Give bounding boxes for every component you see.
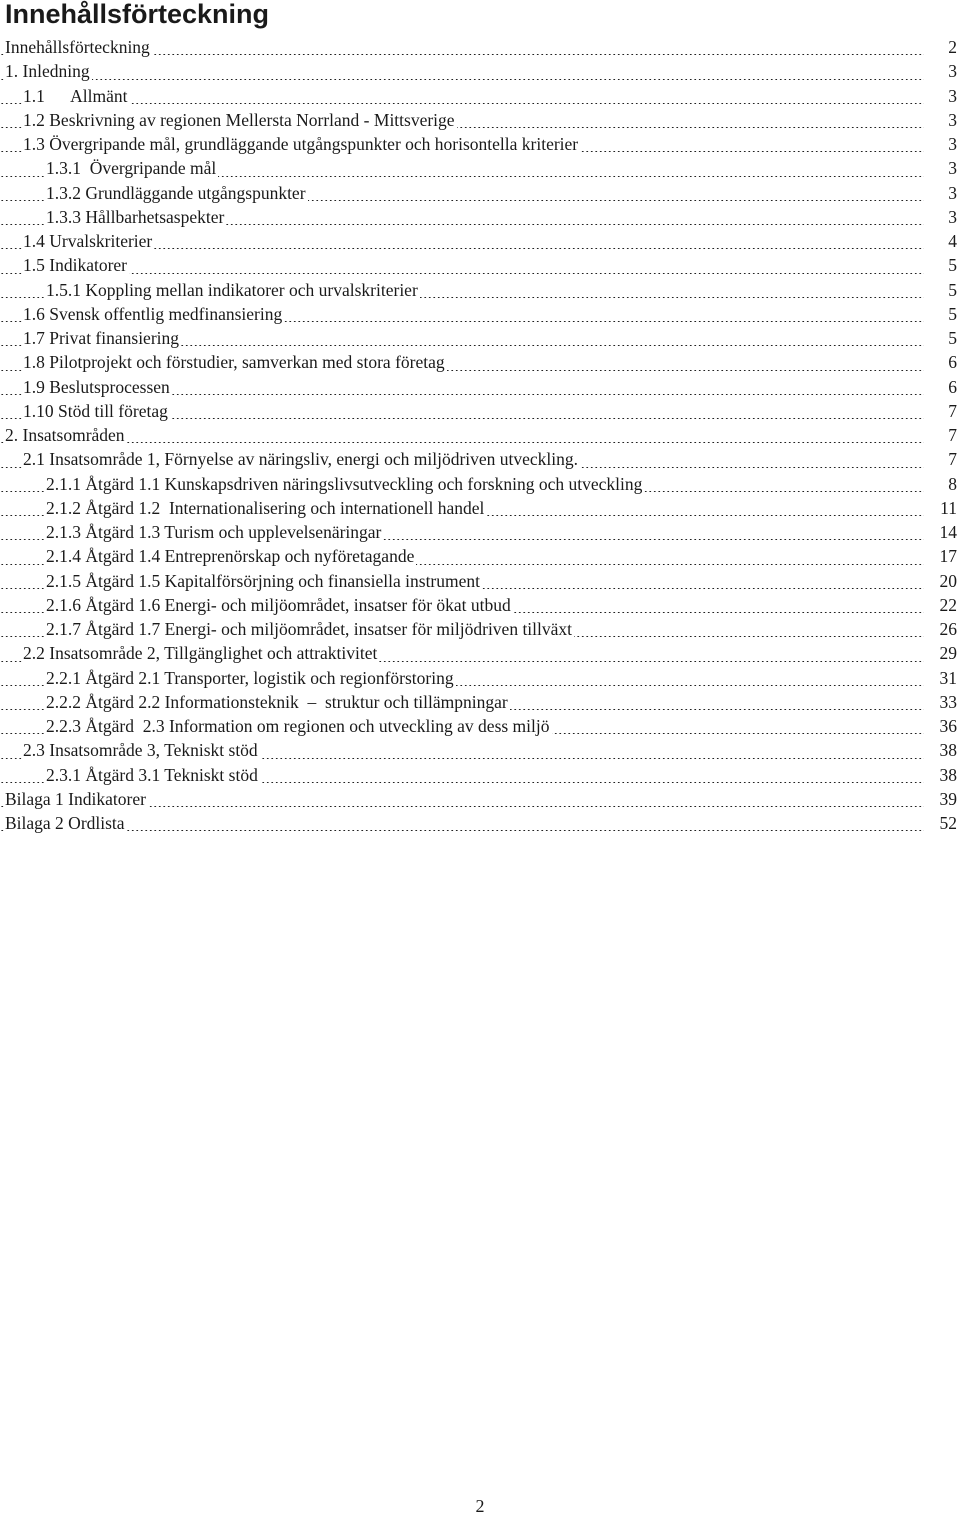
toc-entry-page: 5 [924,326,960,350]
toc-entry[interactable] [0,278,960,302]
toc-entry-title: 2. Insatsområden [5,425,125,446]
toc-entry-page: 3 [924,84,960,108]
toc-entry-page: 26 [924,617,960,641]
dot-leader [0,79,930,80]
toc-entry-page: 3 [924,59,960,83]
toc-entry-page: 7 [924,399,960,423]
toc-entry-page: 5 [924,302,960,326]
toc-entry-title: 1.10 Stöd till företag [23,400,168,421]
toc-entry-title: 2.1.1 Åtgärd 1.1 Kunskapsdriven näringslivsutveckling och forskning och utveckling [46,473,643,494]
toc-entry[interactable] [0,714,960,738]
toc-entry-title: 1.1 Allmänt [23,85,128,106]
toc-entry-title: 1.5 Indikatorer [23,255,127,276]
toc-entry-page: 17 [924,544,960,568]
toc-entry-title: 1. Inledning [5,61,90,82]
toc-entry[interactable] [0,399,960,423]
toc-entry[interactable] [0,520,960,544]
toc-entry-page: 3 [924,108,960,132]
toc-entry-title: 2.1.4 Åtgärd 1.4 Entreprenörskap och nyföretagande [46,546,415,567]
toc-entry-title: 2.3 Insatsområde 3, Tekniskt stöd [23,740,258,761]
toc-entry-title: 2.1.7 Åtgärd 1.7 Energi- och miljöområdet, insatser för miljödriven tillväxt [46,619,573,640]
toc-entry-page: 5 [924,278,960,302]
toc-entry[interactable] [0,738,960,762]
toc-entry-page: 3 [924,205,960,229]
toc-entry-page: 52 [924,811,960,835]
toc-entry-page: 14 [924,520,960,544]
toc-entry-page: 38 [924,738,960,762]
toc-entry-title: 1.4 Urvalskriterier [23,231,153,252]
toc-entry-title: 1.5.1 Koppling mellan indikatorer och urvalskriterier [46,279,418,300]
page-number: 2 [475,1496,485,1516]
toc-entry-page: 2 [924,35,960,59]
toc-entry[interactable] [0,472,960,496]
toc-entry[interactable] [0,763,960,787]
toc-entry-title: 1.3.1 Övergripande mål [46,158,217,179]
toc-entry[interactable] [0,253,960,277]
toc-entry[interactable] [0,447,960,471]
toc-entry-page: 6 [924,375,960,399]
dot-leader [0,830,930,831]
toc-entry[interactable] [0,690,960,714]
toc-entry-title: 1.8 Pilotprojekt och förstudier, samverkan med stora företag [23,352,445,373]
toc-entry-title: 2.1.6 Åtgärd 1.6 Energi- och miljöområdet, insatser för ökat utbud [46,594,511,615]
toc-entry-title: 2.3.1 Åtgärd 3.1 Tekniskt stöd [46,764,258,785]
toc-entry-page: 29 [924,641,960,665]
toc-entry-title: 1.3.3 Hållbarhetsaspekter [46,206,225,227]
toc-entry-page: 33 [924,690,960,714]
toc-entry[interactable] [0,666,960,690]
toc-entry[interactable] [0,302,960,326]
toc-entry-page: 22 [924,593,960,617]
toc-entry-title: 1.3 Övergripande mål, grundläggande utgångspunkter och horisontella kriterier [23,134,579,155]
toc-entry-title: 1.7 Privat finansiering [23,328,180,349]
toc-entry-page: 8 [924,472,960,496]
toc-entry[interactable] [0,569,960,593]
toc-entry[interactable] [0,423,960,447]
table-of-contents [0,35,960,835]
toc-entry-page: 3 [924,181,960,205]
toc-entry-page: 7 [924,423,960,447]
toc-entry-page: 6 [924,350,960,374]
toc-entry[interactable] [0,617,960,641]
toc-entry-page: 11 [924,496,960,520]
toc-entry-title: 2.1.2 Åtgärd 1.2 Internationalisering och internationell handel [46,497,485,518]
dot-leader [0,103,930,104]
toc-entry[interactable] [0,811,960,835]
toc-entry-title: 2.2.3 Åtgärd 2.3 Information om regionen och utveckling av dess miljö [46,716,550,737]
toc-entry[interactable] [0,35,960,59]
toc-entry[interactable] [0,641,960,665]
toc-entry[interactable] [0,350,960,374]
toc-entry-page: 7 [924,447,960,471]
toc-entry-page: 4 [924,229,960,253]
toc-entry[interactable] [0,205,960,229]
toc-entry[interactable] [0,326,960,350]
toc-entry-title: 2.1.5 Åtgärd 1.5 Kapitalförsörjning och finansiella instrument [46,570,481,591]
page-title: Innehållsförteckning [5,0,270,29]
toc-entry-page: 3 [924,132,960,156]
toc-entry-title: 1.6 Svensk offentlig medfinansiering [23,303,283,324]
dot-leader [0,273,930,274]
toc-entry-title: 2.1.3 Åtgärd 1.3 Turism och upplevelsenäringar [46,522,382,543]
toc-entry-title: 1.9 Beslutsprocessen [23,376,170,397]
toc-entry-page: 36 [924,714,960,738]
toc-entry-title: 1.3.2 Grundläggande utgångspunkter [46,182,306,203]
toc-entry[interactable] [0,544,960,568]
toc-entry-title: Bilaga 1 Indikatorer [5,788,146,809]
toc-entry-page: 20 [924,569,960,593]
toc-entry[interactable] [0,108,960,132]
toc-entry[interactable] [0,59,960,83]
toc-entry-title: 2.2.2 Åtgärd 2.2 Informationsteknik – struktur och tillämpningar [46,691,508,712]
toc-entry-page: 38 [924,763,960,787]
toc-entry[interactable] [0,156,960,180]
toc-entry-title: 2.2.1 Åtgärd 2.1 Transporter, logistik och regionförstoring [46,667,454,688]
toc-entry[interactable] [0,496,960,520]
toc-entry-title: Bilaga 2 Ordlista [5,813,125,834]
toc-entry-title: 2.1 Insatsområde 1, Förnyelse av näringsliv, energi och miljödriven utveckling. [23,449,579,470]
toc-entry[interactable] [0,132,960,156]
toc-entry[interactable] [0,787,960,811]
toc-entry[interactable] [0,375,960,399]
toc-entry-title: 2.2 Insatsområde 2, Tillgänglighet och attraktivitet [23,643,378,664]
toc-entry-title: Innehållsförteckning [5,37,150,58]
toc-entry[interactable] [0,229,960,253]
dot-leader [0,442,930,443]
toc-entry-title: 1.2 Beskrivning av regionen Mellersta Norrland - Mittsverige [23,109,455,130]
toc-entry-page: 5 [924,253,960,277]
toc-entry-page: 3 [924,156,960,180]
toc-entry[interactable] [0,84,960,108]
toc-entry[interactable] [0,593,960,617]
toc-entry-page: 39 [924,787,960,811]
toc-entry[interactable] [0,181,960,205]
toc-entry-page: 31 [924,666,960,690]
